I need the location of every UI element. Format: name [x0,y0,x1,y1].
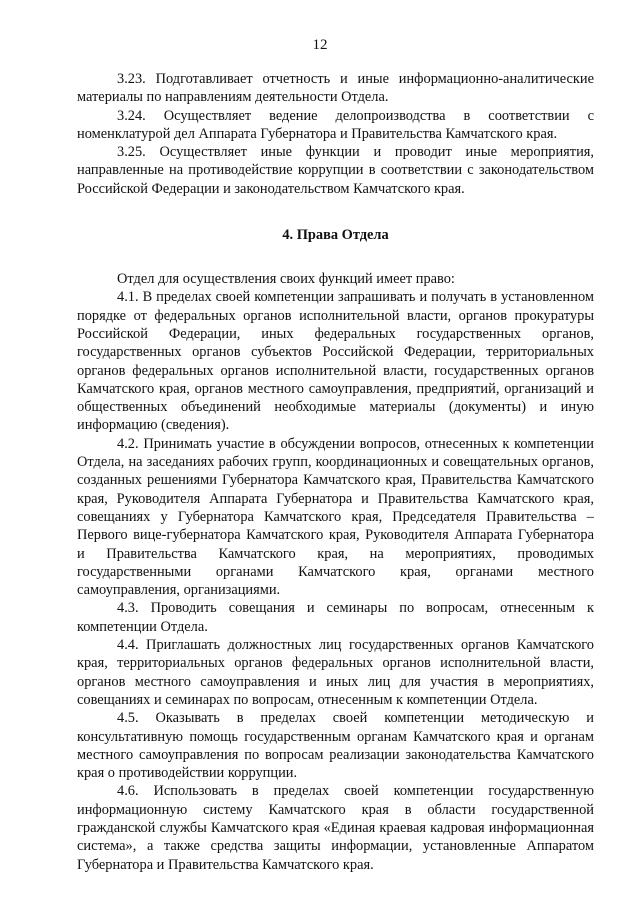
paragraph-4-4: 4.4. Приглашать должностных лиц государственных органов Камчатского края, территориальных органов федеральных органов исполнительной власти, органов местного самоуправления и иных лиц для участия в мероприятиях, совещаниях и семинарах по вопросам, отнесенным к компетенции Отдела. [77,637,594,708]
paragraph-3-24: 3.24. Осуществляет ведение делопроизводства в соответствии с номенклатурой дел Аппарата Губернатора и Правительства Камчатского края. [77,107,594,142]
paragraph-4-3: 4.3. Проводить совещания и семинары по вопросам, отнесенным к компетенции Отдела. [77,600,594,635]
paragraph-4-5: 4.5. Оказывать в пределах своей компетенции методическую и консультативную помощь государственным органам Камчатского края и органам местного самоуправления по вопросам реализации законодательства Камчатского края о противодействии коррупции. [77,710,594,782]
paragraph-3-25: 3.25. Осуществляет иные функции и проводит иные мероприятия, направленные на противодействие коррупции в соответствии с законодательством Российской Федерации и законодательством Камчатского края. [77,144,594,197]
paragraph-4-2: 4.2. Принимать участие в обсуждении вопросов, отнесенных к компетенции Отдела, на заседаниях рабочих групп, координационных и совещательных органов, созданных решениями Губернатора Камчатского края, Правительства Камчатского края, Руководителя Аппарата Губернатора и Правительства Камчатского края, совещаниях у Губернатора Камчатского края, Председателя Правительства – Первого вице-губернатора Камчатского края, Руководителя Аппарата Губернатора и Правительства Камчатского края, на мероприятиях, проводимых государственными органами Камчатского края, органами местного самоуправления, организациями. [77,435,594,599]
paragraph-4-1: 4.1. В пределах своей компетенции запрашивать и получать в установленном порядке от федеральных органов исполнительной власти, органов прокуратуры Российской Федерации, иных федеральных государственных органов, государственных органов субъектов Российской Федерации, территориальных органов федеральных органов исполнительной власти, государственных органов Камчатского края, органов местного самоуправления, предприятий, организаций и общественных объединений необходимые материалы (документы) и иную информацию (сведения). [77,289,594,434]
paragraph-rights-intro: Отдел для осуществления своих функций имеет право: [117,271,455,288]
paragraph-4-6: 4.6. Использовать в пределах своей компетенции государственную информационную систему Камчатского края в области государственной гражданской службы Камчатского края «Единая краевая кадровая информационная система», а также средства защиты информации, установленные Аппаратом Губернатора и Правительства Камчатского края. [77,783,594,873]
document-body [77,70,594,874]
paragraph-3-23: 3.23. Подготавливает отчетность и иные информационно-аналитические материалы по направлениям деятельности Отдела. [77,71,594,106]
page-number: 12 [312,37,328,53]
section-heading: 4. Права Отдела [282,227,389,244]
